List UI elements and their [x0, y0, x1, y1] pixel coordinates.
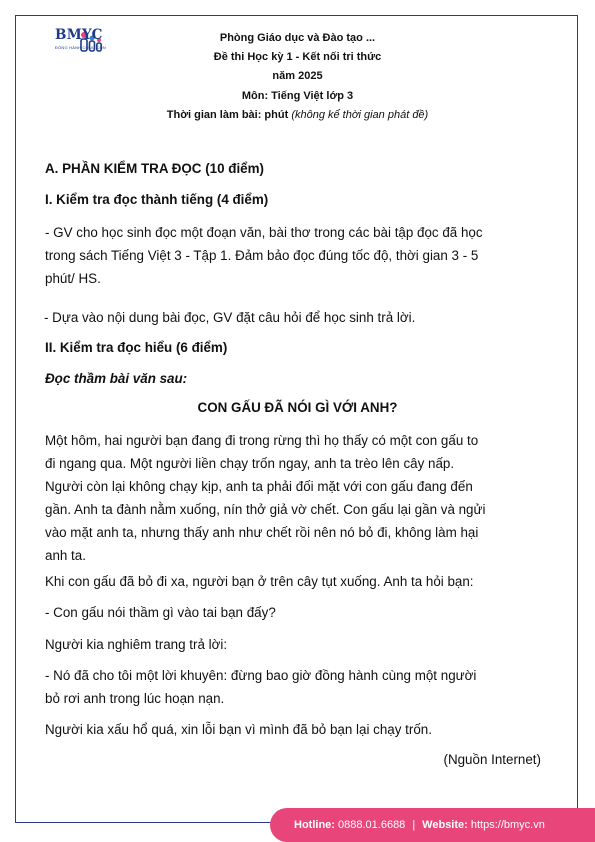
footer-separator: | — [412, 819, 416, 831]
part1-para1-line2: trong sách Tiếng Việt 3 - Tập 1. Đảm bảo đọc đúng tốc độ, thời gian 3 - 5 — [45, 248, 479, 263]
story-advice-line-1: - Nó đã cho tôi một lời khuyên: đừng bao giờ đồng hành cùng một người — [45, 668, 477, 683]
header-exam-title: Đề thi Học kỳ 1 - Kết nối tri thức — [213, 51, 382, 63]
hotline-label: Hotline: — [294, 819, 335, 831]
story-line-4: gần. Anh ta đành nằm xuống, nín thở giả vờ chết. Con gấu lại gần và ngửi — [45, 502, 486, 517]
hotline-number[interactable]: 0888.01.6688 — [338, 819, 406, 831]
header-subject: Môn: Tiếng Việt lớp 3 — [241, 90, 354, 102]
header-department: Phòng Giáo dục và Đào tạo ... — [219, 32, 376, 44]
story-source: (Nguồn Internet) — [443, 752, 541, 767]
part1-para2: - Dựa vào nội dung bài đọc, GV đặt câu hỏi để học sinh trả lời. — [44, 310, 416, 325]
section-a-title: A. PHẦN KIỂM TRA ĐỌC (10 điểm) — [45, 161, 264, 176]
website-link[interactable]: https://bmyc.vn — [470, 819, 545, 831]
story-line-6: anh ta. — [45, 548, 86, 563]
story-line-2: đi ngang qua. Một người liền chạy trốn ngay, anh ta trèo lên cây nấp. — [45, 456, 455, 471]
logo-tagline: ĐỒNG HÀNH CÙNG CON — [55, 45, 106, 50]
story-title: CON GẤU ĐÃ NÓI GÌ VỚI ANH? — [197, 400, 398, 415]
part2-title: II. Kiểm tra đọc hiểu (6 điểm) — [45, 340, 228, 355]
part1-title: I. Kiểm tra đọc thành tiếng (4 điểm) — [45, 192, 269, 207]
header-time-label: Thời gian làm bài: phút — [166, 109, 289, 121]
story-line-5: vào mặt anh ta, nhưng thấy anh như chết rồi nên nó bỏ đi, không làm hại — [45, 525, 479, 540]
story-line-after: Khi con gấu đã bỏ đi xa, người bạn ở trên cây tụt xuống. Anh ta hỏi bạn: — [45, 574, 474, 589]
header-year: năm 2025 — [272, 70, 323, 82]
story-ending: Người kia xấu hổ quá, xin lỗi bạn vì mình đã bỏ bạn lại chạy trốn. — [45, 722, 432, 737]
header-time — [0, 109, 595, 121]
part1-para1-line1: - GV cho học sinh đọc một đoạn văn, bài thơ trong các bài tập đọc đã học — [45, 225, 483, 240]
story-advice-line-2: bỏ rơi anh trong lúc hoạn nạn. — [45, 691, 225, 706]
logo-name: BMYC — [55, 27, 103, 43]
part2-instruction: Đọc thầm bài văn sau: — [45, 371, 188, 386]
story-reply-intro: Người kia nghiêm trang trả lời: — [45, 637, 228, 652]
website-label: Website: — [422, 819, 468, 831]
story-line-1: Một hôm, hai người bạn đang đi trong rừng thì họ thấy có một con gấu to — [45, 433, 479, 448]
story-question: - Con gấu nói thầm gì vào tai bạn đấy? — [45, 605, 276, 620]
header-time-note: (không kể thời gian phát đề) — [291, 109, 429, 121]
footer-contact-bar — [270, 808, 595, 842]
part1-para1-line3: phút/ HS. — [45, 271, 101, 286]
story-line-3: Người còn lại không chạy kịp, anh ta phải đối mặt với con gấu đang đến — [45, 479, 473, 494]
